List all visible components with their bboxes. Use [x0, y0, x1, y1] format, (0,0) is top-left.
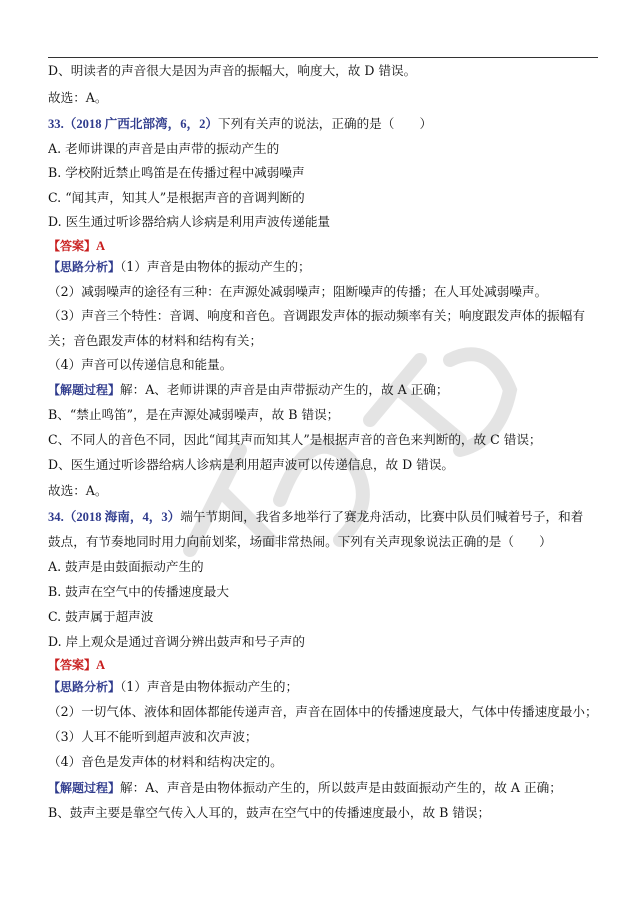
text-line: （4）声音可以传递信息和能量。 — [48, 357, 233, 372]
analysis-tag: 【思路分析】 — [48, 680, 121, 694]
text-line: （2）减弱噪声的途径有三种：在声源处减弱噪声；阻断噪声的传播；在人耳处减弱噪声。 — [48, 284, 548, 299]
answer-line — [48, 656, 603, 674]
solution-line: 【解题过程】解：A、老师讲课的声音是由声带振动产生的，故 A 正确； — [48, 382, 449, 397]
answer-value: A — [96, 239, 106, 253]
question-source: （2018 广西北部湾，6，2） — [63, 117, 219, 131]
text-line: C、不同人的音色不同，因此“闻其声而知其人”是根据声音的音色来判断的，故 C 错误； — [48, 432, 542, 447]
option-a: A. 鼓声是由鼓面振动产生的 — [48, 559, 204, 574]
solution-tag: 【解题过程】 — [48, 383, 121, 397]
text-line: （2）一切气体、液体和固体都能传递声音，声音在固体中的传播速度最大，气体中传播速度最小； — [48, 704, 598, 719]
option-c: C. 鼓声属于超声波 — [48, 609, 154, 624]
answer-value: A — [96, 658, 106, 672]
option-b: B. 学校附近禁止鸣笛是在传播过程中减弱噪声 — [48, 165, 305, 180]
text-line: 故选：A。 — [48, 483, 108, 498]
analysis-tag: 【思路分析】 — [48, 260, 121, 274]
text-line: 故选：A。 — [48, 90, 108, 105]
text-line: 鼓点，有节奏地同时用力向前划桨，场面非常热闹。下列有关声现象说法正确的是（ ） — [48, 534, 552, 549]
question-number: 33. — [48, 117, 64, 131]
question-source: （2018 海南，4，3） — [63, 510, 181, 524]
text-line: 关；音色跟发声体的材料和结构有关； — [48, 333, 263, 348]
answer-tag: 【答案】 — [48, 658, 97, 672]
text-line: D、医生通过听诊器给病人诊病是利用超声波可以传递信息，故 D 错误。 — [48, 457, 455, 472]
text-line: （3）人耳不能听到超声波和次声波； — [48, 729, 258, 744]
solution-line: 【解题过程】解：A、声音是由物体振动产生的，所以鼓声是由鼓面振动产生的，故 A 正确； — [48, 780, 562, 795]
option-a: A. 老师讲课的声音是由声带的振动产生的 — [48, 141, 280, 156]
solution-tag: 【解题过程】 — [48, 781, 121, 795]
text-line: D、明读者的声音很大是因为声音的振幅大，响度大，故 D 错误。 — [48, 63, 417, 78]
text-line: B、“禁止鸣笛”，是在声源处减弱噪声，故 B 错误； — [48, 407, 340, 422]
question-number: 34. — [48, 510, 64, 524]
question-33-stem: 33.（2018 广西北部湾，6，2）下列有关声的说法，正确的是（ ） — [48, 116, 433, 131]
analysis-line: 【思路分析】（1）声音是由物体振动产生的； — [48, 679, 299, 694]
option-d: D. 医生通过听诊器给病人诊病是利用声波传递能量 — [48, 214, 331, 229]
analysis-line: 【思路分析】（1）声音是由物体的振动产生的； — [48, 259, 311, 274]
answer-line — [48, 237, 603, 255]
question-34-stem: 34.（2018 海南，4，3）端午节期间，我省多地举行了赛龙舟活动，比赛中队员们喊着号子，和着 — [48, 509, 584, 524]
text-line: B、鼓声主要是靠空气传入人耳的，鼓声在空气中的传播速度最小，故 B 错误； — [48, 805, 491, 820]
text-line: （4）音色是发声体的材料和结构决定的。 — [48, 754, 283, 769]
answer-tag: 【答案】 — [48, 239, 97, 253]
option-b: B. 鼓声在空气中的传播速度最大 — [48, 584, 229, 599]
option-c: C. “闻其声，知其人”是根据声音的音调判断的 — [48, 190, 305, 205]
text-line: （3）声音三个特性：音调、响度和音色。音调跟发声体的振动频率有关；响度跟发声体的振幅有 — [48, 308, 585, 323]
header-rule — [48, 57, 598, 58]
option-d: D. 岸上观众是通过音调分辨出鼓声和号子声的 — [48, 634, 305, 649]
